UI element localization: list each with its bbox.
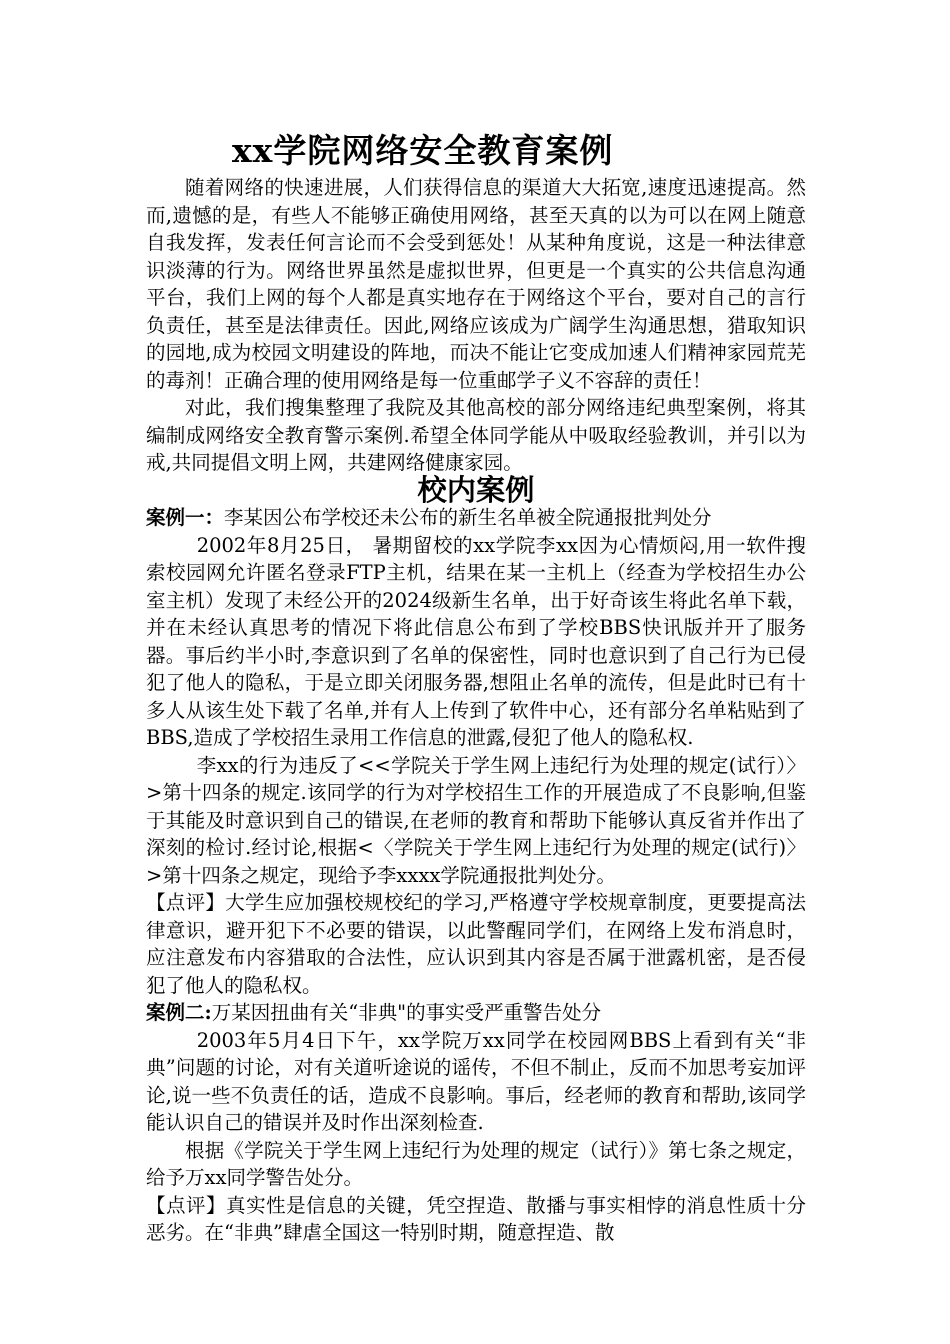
case1-heading-text: 李某因公布学校还未公布的新生名单被全院通报批判处分	[224, 506, 712, 529]
case2-comment: 【点评】真实性是信息的关键，凭空捏造、散播与事实相悖的消息性质十分恶劣。在“非典”肆虐全国这一特别时期，随意捏造、散	[146, 1193, 806, 1244]
case1-comment: 【点评】大学生应加强校规校纪的学习,严格遵守学校规章制度，更要提高法律意识，避开犯下不必要的错误，以此警醒同学们，在网络上发布消息时，应注意发布内容猎取的合法性，应认识到其内容是否属于泄露机密，是否侵犯了他人的隐私权。	[146, 891, 806, 997]
case2-body-paragraph-2: 根据《学院关于学生网上违纪行为处理的规定（试行）》第七条之规定，给予万xx同学警告处分。	[146, 1138, 806, 1189]
case2-heading-text: 万某因扭曲有关“非典"的事实受严重警告处分	[211, 1001, 602, 1024]
section-title: 校内案例	[417, 472, 535, 507]
document-title: xx学院网络安全教育案例	[232, 131, 614, 170]
case1-heading	[146, 504, 806, 532]
intro-paragraph-2: 对此，我们搜集整理了我院及其他高校的部分网络违纪典型案例，将其编制成网络安全教育警示案例.希望全体同学能从中吸取经验教训，并引以为戒,共同提倡文明上网，共建网络健康家园。	[146, 396, 806, 474]
case2-body-paragraph-1: 2003年5月4日下午，xx学院万xx同学在校园网BBS上看到有关“非典”问题的讨论，对有关道听途说的谣传，不但不制止，反而不加思考妄加评论,说一些不负责任的话，造成不良影响。事后，经老师的教育和帮助,该同学能认识自己的错误并及时作出深刻检查.	[146, 1028, 806, 1134]
case2-heading	[146, 999, 806, 1027]
document-page	[146, 128, 806, 1247]
case1-body-paragraph-2: 李xx的行为违反了<<学院关于学生网上违纪行为处理的规定(试行）〉>第十四条的规定.该同学的行为对学校招生工作的开展造成了不良影响,但鉴于其能及时意识到自己的错误,在老师的教育和帮助下能够认真反省并作出了深刻的检讨.经讨论,根据<〈学院关于学生网上违纪行为处理的规定(试行)〉>第十四条之规定，现给予李xxxx学院通报批判处分。	[146, 753, 806, 887]
case1-label: 案例一：	[146, 506, 225, 529]
case2-label: 案例二:	[146, 1001, 212, 1024]
intro-paragraph-1: 随着网络的快速进展，人们获得信息的渠道大大拓宽,速度迅速提高。然而,遗憾的是，有些人不能够正确使用网络，甚至天真的以为可以在网上随意自我发挥，发表任何言论而不会受到惩处！从某种角度说，这是一种法律意识淡薄的行为。网络世界虽然是虚拟世界，但更是一个真实的公共信息沟通平台，我们上网的每个人都是真实地存在于网络这个平台，要对自己的言行负责任，甚至是法律责任。因此,网络应该成为广阔学生沟通思想，猎取知识的园地,成为校园文明建设的阵地，而决不能让它变成加速人们精神家园荒芜的毒剂！正确合理的使用网络是每一位重邮学子义不容辞的责任！	[146, 176, 806, 392]
case1-body-paragraph-1: 2002年8月25日， 暑期留校的xx学院李xx因为心情烦闷,用一软件搜索校园网允许匿名登录FTP主机，结果在某一主机上（经查为学校招生办公室主机）发现了未经公开的2024级新生名单，出于好奇该生将此名单下载，并在未经认真思考的情况下将此信息公布到了学校BBS快讯版并开了服务器。事后约半小时,李意识到了名单的保密性，同时也意识到了自己行为已侵犯了他人的隐私，于是立即关闭服务器,想阻止名单的流传，但是此时已有十多人从该生处下载了名单,并有人上传到了软件中心，还有部分名单粘贴到了BBS,造成了学校招生录用工作信息的泄露,侵犯了他人的隐私权.	[146, 533, 806, 749]
